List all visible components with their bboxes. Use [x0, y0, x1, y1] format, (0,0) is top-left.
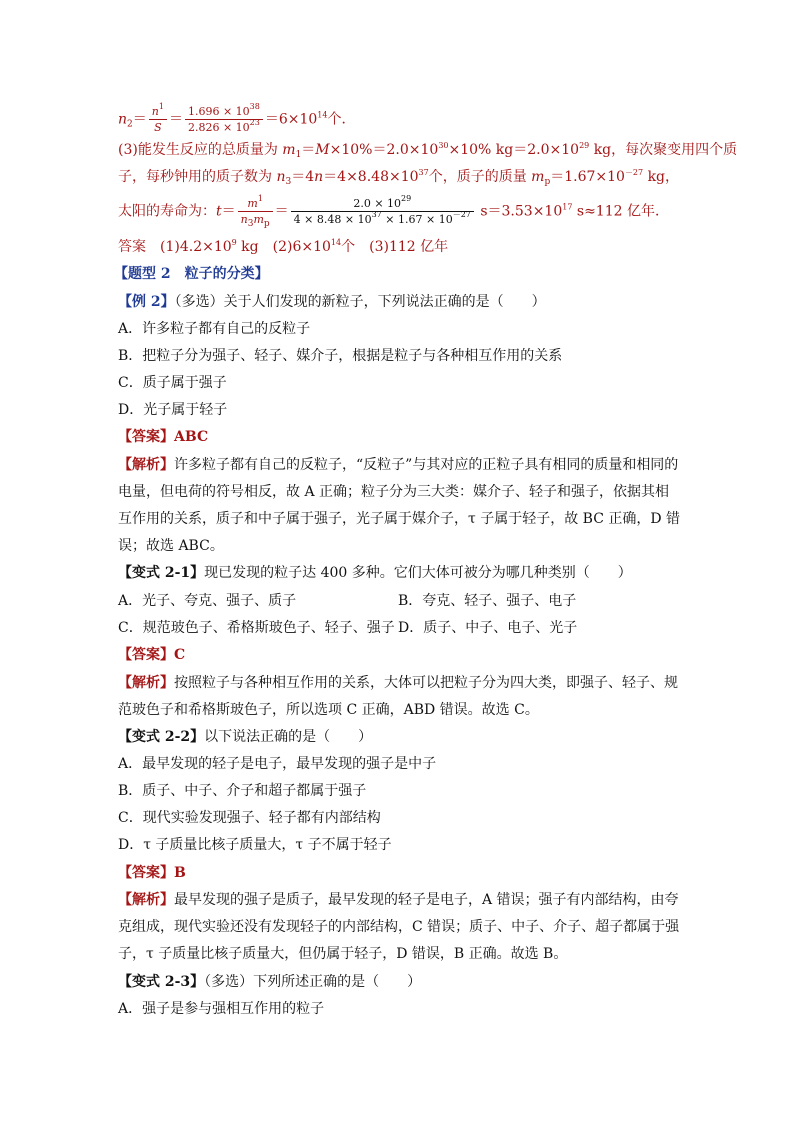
option: B．把粒子分为强子、轻子、媒介子，根据是粒子与各种相互作用的关系 — [118, 348, 563, 364]
answer-line: 【答案】C — [118, 647, 186, 663]
option: D．τ 子质量比核子质量大，τ 子不属于轻子 — [118, 837, 392, 853]
example-2-tag: 【例 2】 — [118, 294, 175, 310]
fraction-n1-over-s: $\frac{n^1}{S}$ — [149, 104, 167, 135]
fraction-lifetime-numeric: $\frac{2.0 \times 10^{29}}{4 \times 8.48 \times 10^{37} \times 1.67 \times 10^{-27}}$ — [291, 196, 474, 227]
variant-2-1-stem: 【变式 2-1】现已发现的粒子达 400 多种。它们大体可被分为哪几种类别（ ） — [118, 565, 632, 581]
analysis-line: 子，τ 子质量比核子质量大，但仍属于轻子，D 错误，B 正确。故选 B。 — [118, 946, 568, 962]
part3-line-1: (3)能发生反应的总质量为 $m_1=M\times 10\%=2.0\times 10^{30}\times 10\%$ $kg=2.0\times 10^{29}$ kg，每次聚变用四个质 — [118, 141, 738, 160]
analysis-line: 误；故选 ABC。 — [118, 538, 224, 554]
part3-line-2: 子，每秒钟用的质子数为 $n_3=4n=4\times 8.48\times 10^{37}$个，质子的质量 $m_p=1.67\times 10^{-27}$ kg， — [118, 168, 680, 187]
answer-line: 【答案】B — [118, 865, 186, 881]
option: D．光子属于轻子 — [118, 402, 228, 418]
option: C．规范玻色子、希格斯玻色子、轻子、强子 — [118, 620, 395, 636]
option: B．夸克、轻子、强子、电子 — [398, 593, 577, 609]
option: A．强子是参与强相互作用的粒子 — [118, 1001, 325, 1017]
part3-line-3: 太阳的寿命为：t＝ $\frac{m^1}{n_3m_p}$ ＝ $\frac{2.0 \times 10^{29}}{4 \times 8.48 \times 10^{37} \times 1.67 \times 10^{-27}}$ $s=3.53\times 10^{17}$ s≈112 亿年． — [118, 194, 669, 229]
option: C．质子属于强子 — [118, 375, 227, 391]
option: B．质子、中子、介子和超子都属于强子 — [118, 783, 367, 799]
analysis-line: 互作用的关系，质子和中子属于强子，光子属于媒介子，τ 子属于轻子，故 BC 正确，D 错 — [118, 511, 681, 527]
option: D．质子、中子、电子、光子 — [398, 620, 578, 636]
analysis-line: 克组成，现代实验还没有发现轻子的内部结构，C 错误；质子、中子、介子、超子都属于强 — [118, 919, 680, 935]
fraction-m1-over-n3mp: $\frac{m^1}{n_3m_p}$ — [238, 196, 273, 227]
answer-summary-line: 答案 $(1)4.2\times 10^9$ kg $(2)6\times 10^{14}$个 (3)112 亿年 — [118, 238, 449, 255]
example-2-stem: 【例 2】（多选）关于人们发现的新粒子，下列说法正确的是（ ） — [118, 294, 546, 310]
variant-2-2-stem: 【变式 2-2】以下说法正确的是（ ） — [118, 729, 373, 745]
option: A．光子、夸克、强子、质子 — [118, 593, 297, 609]
variant-2-3-stem: 【变式 2-3】（多选）下列所述正确的是（ ） — [118, 974, 422, 990]
option-row — [118, 621, 395, 635]
answer-line: 【答案】ABC — [118, 429, 209, 445]
option: A．最早发现的轻子是电子，最早发现的强子是中子 — [118, 756, 437, 772]
analysis-line: 电量，但电荷的符号相反，故 A 正确；粒子分为三大类：媒介子、轻子和强子，依据其相 — [118, 484, 670, 500]
analysis-line: 【解析】许多粒子都有自己的反粒子，“反粒子”与其对应的正粒子具有相同的质量和相同的 — [118, 457, 679, 473]
analysis-line: 【解析】最早发现的强子是质子，最早发现的轻子是电子，A 错误；强子有内部结构，由夸 — [118, 892, 679, 908]
option-row — [118, 594, 296, 608]
option: C．现代实验发现强子、轻子都有内部结构 — [118, 810, 381, 826]
option: A．许多粒子都有自己的反粒子 — [118, 321, 311, 337]
calc-n2-line: $n_2=$ $\frac{n^1}{S}$ ＝ $\frac{1.696 \times 10^{38}}{2.826 \times 10^{23}}$ $=6\times 10^{14}$个． — [118, 102, 356, 134]
fraction-numeric: $\frac{1.696 \times 10^{38}}{2.826 \times 10^{23}}$ — [185, 104, 263, 135]
analysis-line: 【解析】按照粒子与各种相互作用的关系，大体可以把粒子分为四大类，即强子、轻子、规 — [118, 675, 678, 691]
section-title: 【题型 2 粒子的分类】 — [114, 266, 269, 282]
analysis-line: 范玻色子和希格斯玻色子，所以选项 C 正确，ABD 错误。故选 C。 — [118, 702, 539, 718]
